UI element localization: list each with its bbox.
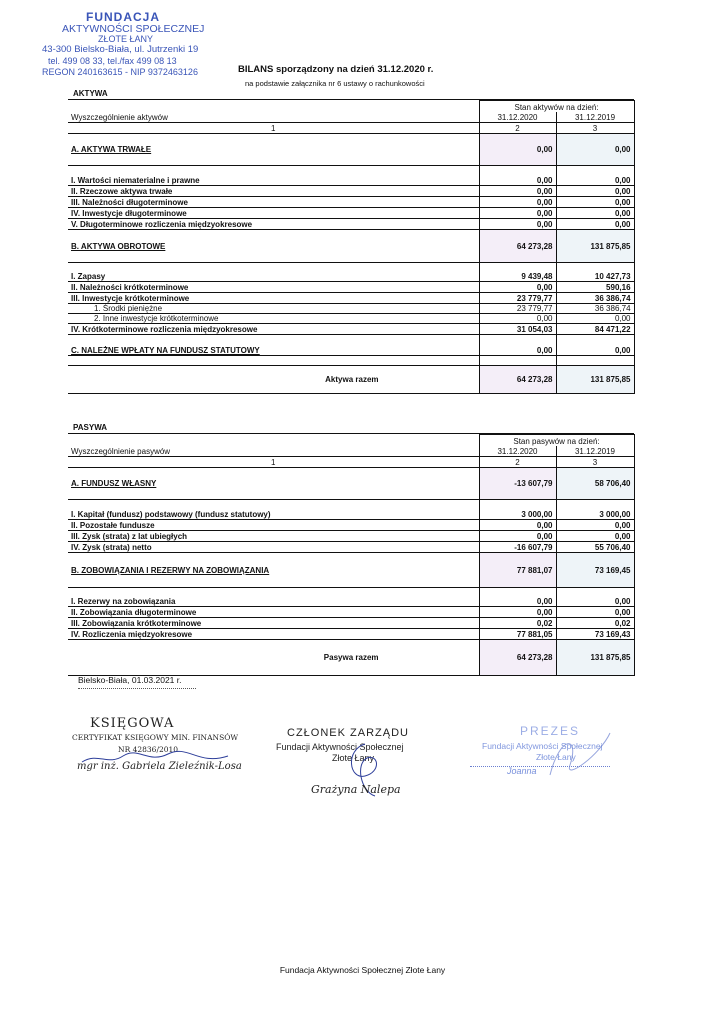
row-value-2019: 0,00 xyxy=(556,607,634,618)
row-value-2020: 9 439,48 xyxy=(479,271,556,282)
table-row xyxy=(68,468,634,500)
row-value-2019: 590,16 xyxy=(556,282,634,293)
row-value-2020: 31 054,03 xyxy=(479,324,556,335)
row-label: II. Zobowiązania długoterminowe xyxy=(68,607,479,618)
row-value-2019: 58 706,40 xyxy=(556,468,634,500)
table-row xyxy=(68,607,634,618)
table-row xyxy=(68,304,634,314)
row-value-2019: 0,00 xyxy=(556,208,634,219)
table-row xyxy=(68,553,634,588)
row-value-2020: 0,00 xyxy=(479,175,556,186)
czlonek-org-line1: Fundacji Aktywności Społecznej xyxy=(276,742,404,752)
table-row xyxy=(68,343,634,356)
stamp-line-phone: tel. 499 08 33, tel./fax 499 08 13 xyxy=(48,56,177,66)
document-subtitle: na podstawie załącznika nr 6 ustawy o rachunkowości xyxy=(245,79,425,88)
table-row xyxy=(68,531,634,542)
row-label: IV. Krótkoterminowe rozliczenia międzyokresowe xyxy=(68,324,479,335)
row-label: II. Pozostałe fundusze xyxy=(68,520,479,531)
prezes-signature-scribble xyxy=(540,725,620,785)
table-row xyxy=(68,271,634,282)
czlonek-name: Grażyna Nalepa xyxy=(311,783,401,796)
stamp-line-org3: ZŁOTE ŁANY xyxy=(98,34,154,44)
ksiegowa-title: KSIĘGOWA xyxy=(90,716,175,731)
aktywa-total-2020: 64 273,28 xyxy=(479,366,556,394)
page-footer: Fundacja Aktywności Społecznej Złote Łany xyxy=(279,965,446,975)
ksiegowa-cert-number: NR 42836/2010 xyxy=(118,745,179,754)
row-value-2020: 0,00 xyxy=(479,520,556,531)
row-label: A. FUNDUSZ WŁASNY xyxy=(68,468,479,500)
document-title: BILANS sporządzony na dzień 31.12.2020 r. xyxy=(238,64,434,75)
pasywa-col-2019: 31.12.2019 xyxy=(556,446,634,457)
ksiegowa-name: mgr inż. Gabriela Zieleźnik-Losa xyxy=(77,761,242,772)
stamp-line-org2: AKTYWNOŚCI SPOŁECZNEJ xyxy=(62,23,205,35)
row-value-2020: 0,00 xyxy=(479,282,556,293)
row-value-2020: 23 779,77 xyxy=(479,304,556,314)
aktywa-total-label: Aktywa razem xyxy=(68,366,479,394)
row-value-2020: 23 779,77 xyxy=(479,293,556,304)
row-label: II. Należności krótkoterminowe xyxy=(68,282,479,293)
date-dotted-line xyxy=(78,688,196,689)
row-label: III. Należności długoterminowe xyxy=(68,197,479,208)
row-label: IV. Zysk (strata) netto xyxy=(68,542,479,553)
czlonek-org-line2: Złote Łany xyxy=(332,753,375,763)
row-value-2020: 0,00 xyxy=(479,314,556,324)
row-value-2020: 0,00 xyxy=(479,197,556,208)
row-value-2020: -13 607,79 xyxy=(479,468,556,500)
row-label: IV. Rozliczenia międzyokresowe xyxy=(68,629,479,640)
table-row xyxy=(68,509,634,520)
pasywa-total-2020: 64 273,28 xyxy=(479,640,556,676)
aktywa-header-label: Wyszczególnienie aktywów xyxy=(68,112,479,123)
aktywa-col-num-3: 3 xyxy=(556,123,634,134)
prezes-name: Joanna xyxy=(507,766,537,776)
row-value-2020: 0,00 xyxy=(479,186,556,197)
row-value-2020: 0,00 xyxy=(479,208,556,219)
aktywa-total-2019: 131 875,85 xyxy=(556,366,634,394)
row-label: C. NALEŻNE WPŁATY NA FUNDUSZ STATUTOWY xyxy=(68,343,479,356)
stamp-line-org1: FUNDACJA xyxy=(86,10,160,24)
row-label: III. Zysk (strata) z lat ubiegłych xyxy=(68,531,479,542)
row-value-2019: 0,00 xyxy=(556,596,634,607)
row-label: 1. Środki pieniężne xyxy=(68,304,479,314)
pasywa-col-num-3: 3 xyxy=(556,457,634,468)
table-row xyxy=(68,596,634,607)
table-row xyxy=(68,282,634,293)
row-label: II. Rzeczowe aktywa trwałe xyxy=(68,186,479,197)
row-value-2020: 0,00 xyxy=(479,343,556,356)
row-label: I. Wartości niematerialne i prawne xyxy=(68,175,479,186)
aktywa-col-num-1: 1 xyxy=(68,123,479,134)
prezes-title: PREZES xyxy=(520,724,581,738)
aktywa-col-num-2: 2 xyxy=(479,123,556,134)
row-value-2019: 73 169,43 xyxy=(556,629,634,640)
aktywa-section-label: AKTYWA xyxy=(73,89,108,98)
table-row xyxy=(68,186,634,197)
row-value-2019: 0,00 xyxy=(556,197,634,208)
table-row xyxy=(68,629,634,640)
table-row xyxy=(68,293,634,304)
row-value-2019: 0,00 xyxy=(556,186,634,197)
prezes-org-line1: Fundacji Aktywności Społecznej xyxy=(482,741,603,751)
row-value-2020: 0,00 xyxy=(479,596,556,607)
table-row xyxy=(68,208,634,219)
row-value-2020: 77 881,07 xyxy=(479,553,556,588)
aktywa-table xyxy=(68,100,635,394)
row-value-2019: 36 386,74 xyxy=(556,293,634,304)
row-value-2019: 10 427,73 xyxy=(556,271,634,282)
row-label: V. Długoterminowe rozliczenia międzyokresowe xyxy=(68,219,479,230)
stamp-line-regon: REGON 240163615 - NIP 9372463126 xyxy=(42,67,198,77)
row-value-2019: 0,00 xyxy=(556,531,634,542)
aktywa-col-2019: 31.12.2019 xyxy=(556,112,634,123)
table-row xyxy=(68,230,634,263)
row-label: I. Zapasy xyxy=(68,271,479,282)
row-label: B. ZOBOWIĄZANIA I REZERWY NA ZOBOWIĄZANIA xyxy=(68,553,479,588)
pasywa-header-label: Wyszczególnienie pasywów xyxy=(68,446,479,457)
row-value-2020: 0,00 xyxy=(479,134,556,166)
row-value-2020: 0,00 xyxy=(479,607,556,618)
row-value-2019: 131 875,85 xyxy=(556,230,634,263)
ksiegowa-certificate: CERTYFIKAT KSIĘGOWY MIN. FINANSÓW xyxy=(72,733,239,742)
pasywa-col-2020: 31.12.2020 xyxy=(479,446,556,457)
pasywa-section-label: PASYWA xyxy=(73,423,108,432)
row-label: 2. Inne inwestycje krótkoterminowe xyxy=(68,314,479,324)
pasywa-total-label: Pasywa razem xyxy=(68,640,479,676)
pasywa-total-2019: 131 875,85 xyxy=(556,640,634,676)
table-row xyxy=(68,175,634,186)
row-value-2019: 36 386,74 xyxy=(556,304,634,314)
row-value-2019: 0,00 xyxy=(556,134,634,166)
pasywa-col-num-2: 2 xyxy=(479,457,556,468)
row-value-2019: 0,00 xyxy=(556,520,634,531)
aktywa-header-group: Stan aktywów na dzień: xyxy=(479,101,634,112)
pasywa-header-group: Stan pasywów na dzień: xyxy=(479,435,634,446)
row-value-2019: 0,02 xyxy=(556,618,634,629)
row-value-2020: 77 881,05 xyxy=(479,629,556,640)
pasywa-table xyxy=(68,434,635,676)
table-row xyxy=(68,324,634,335)
row-label: I. Rezerwy na zobowiązania xyxy=(68,596,479,607)
row-label: A. AKTYWA TRWAŁE xyxy=(68,134,479,166)
row-value-2020: -16 607,79 xyxy=(479,542,556,553)
table-row xyxy=(68,197,634,208)
row-label: III. Inwestycje krótkoterminowe xyxy=(68,293,479,304)
row-value-2020: 3 000,00 xyxy=(479,509,556,520)
table-row xyxy=(68,314,634,324)
row-label: I. Kapitał (fundusz) podstawowy (fundusz statutowy) xyxy=(68,509,479,520)
row-value-2019: 84 471,22 xyxy=(556,324,634,335)
table-row xyxy=(68,134,634,166)
row-label: IV. Inwestycje długoterminowe xyxy=(68,208,479,219)
row-label: B. AKTYWA OBROTOWE xyxy=(68,230,479,263)
stamp-line-address: 43-300 Bielsko-Biała, ul. Jutrzenki 19 xyxy=(42,44,199,55)
place-date: Bielsko-Biała, 01.03.2021 r. xyxy=(78,675,182,685)
row-value-2019: 3 000,00 xyxy=(556,509,634,520)
row-value-2019: 0,00 xyxy=(556,343,634,356)
row-value-2019: 0,00 xyxy=(556,175,634,186)
row-label: III. Zobowiązania krótkoterminowe xyxy=(68,618,479,629)
aktywa-total-row xyxy=(68,366,634,394)
prezes-org-line2: Złote Łany xyxy=(536,752,576,762)
row-value-2019: 55 706,40 xyxy=(556,542,634,553)
row-value-2020: 0,00 xyxy=(479,531,556,542)
table-row xyxy=(68,219,634,230)
table-row xyxy=(68,520,634,531)
row-value-2020: 0,02 xyxy=(479,618,556,629)
row-value-2019: 0,00 xyxy=(556,219,634,230)
row-value-2019: 73 169,45 xyxy=(556,553,634,588)
row-value-2019: 0,00 xyxy=(556,314,634,324)
row-value-2020: 0,00 xyxy=(479,219,556,230)
table-row xyxy=(68,542,634,553)
aktywa-col-2020: 31.12.2020 xyxy=(479,112,556,123)
table-row xyxy=(68,618,634,629)
czlonek-title: CZŁONEK ZARZĄDU xyxy=(287,727,409,739)
row-value-2020: 64 273,28 xyxy=(479,230,556,263)
pasywa-total-row xyxy=(68,640,634,676)
pasywa-col-num-1: 1 xyxy=(68,457,479,468)
